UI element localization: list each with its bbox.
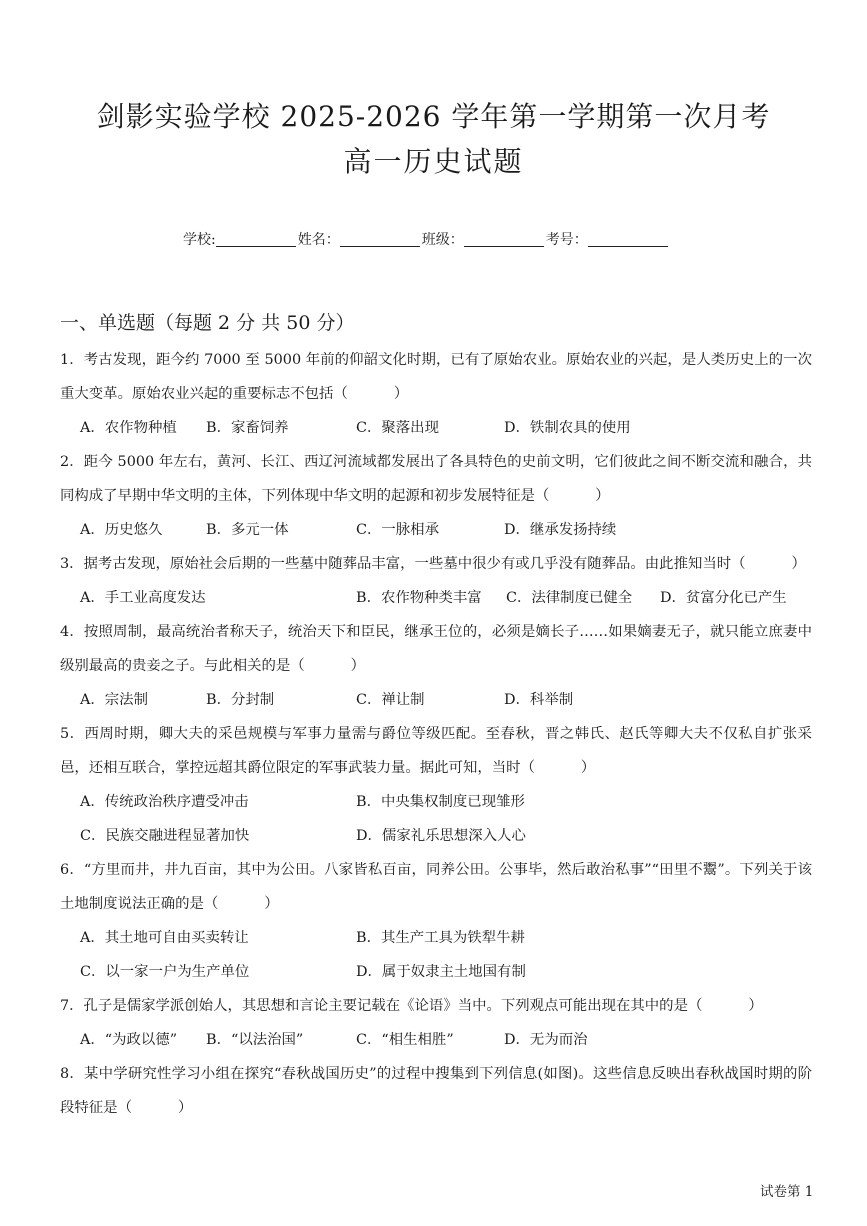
option: B．中央集权制度已现雏形 <box>356 794 525 810</box>
name-label: 姓名： <box>297 232 340 248</box>
school-label: 学校: <box>183 232 216 248</box>
question-1: 1．考古发现，距今约 7000 至 5000 年前的仰韶文化时期，已有了原始农业。原始农业的兴起，是人类历史上的一次重大变革。原始农业兴起的重要标志不包括（ ） <box>60 352 812 402</box>
options-4 <box>60 683 812 717</box>
exam-title: 剑影实验学校 2025-2026 学年第一学期第一次月考 <box>96 100 771 133</box>
option: D．继承发扬持续 <box>504 522 617 538</box>
option: B．家畜饲养 <box>206 420 289 436</box>
option: D．铁制农具的使用 <box>504 420 631 436</box>
class-label: 班级： <box>421 232 464 248</box>
option: A．传统政治秩序遭受冲击 <box>80 794 249 810</box>
options-6b <box>60 955 812 989</box>
option: C．民族交融进程显著加快 <box>80 828 250 844</box>
number-blank <box>588 232 668 247</box>
option: A．其土地可自由买卖转让 <box>80 930 249 946</box>
option: C．以一家一户为生产单位 <box>80 964 250 980</box>
option: B．其生产工具为铁犁牛耕 <box>356 930 525 946</box>
question-2: 2．距今 5000 年左右，黄河、长江、西辽河流域都发展出了各具特色的史前文明，它们彼此之间不断交流和融合，共同构成了早期中华文明的主体，下列体现中华文明的起源和初步发展特征是（ ） <box>60 454 812 504</box>
options-2 <box>60 513 812 547</box>
options-5a <box>60 785 812 819</box>
student-info-line <box>183 229 670 249</box>
option: A．宗法制 <box>80 692 148 708</box>
option: D．科举制 <box>504 692 574 708</box>
options-6a <box>60 921 812 955</box>
exam-subtitle: 高一历史试题 <box>343 145 524 178</box>
option: B．“以法治国” <box>206 1032 304 1048</box>
question-5: 5．西周时期，卿大夫的采邑规模与军事力量需与爵位等级匹配。至春秋，晋之韩氏、赵氏等卿大夫不仅私自扩张采邑，还相互联合，掌控远超其爵位限定的军事武装力量。据此可知，当时（ ） <box>60 726 812 776</box>
name-blank <box>340 232 420 247</box>
option: D．属于奴隶主土地国有制 <box>356 964 526 980</box>
question-list <box>60 343 812 1125</box>
option: A．历史悠久 <box>80 522 163 538</box>
question-4: 4．按照周制，最高统治者称天子，统治天下和臣民，继承王位的，必须是嫡长子……如果嫡妻无子，就只能立庶妻中级别最高的贵妾之子。与此相关的是（ ） <box>60 624 812 674</box>
options-3 <box>60 581 812 615</box>
option: B．多元一体 <box>206 522 289 538</box>
school-blank <box>216 232 296 247</box>
section-title: 一、单选题（每题 2 分 共 50 分） <box>60 312 355 334</box>
question-8: 8．某中学研究性学习小组在探究“春秋战国历史”的过程中搜集到下列信息(如图)。这些信息反映出春秋战国时期的阶段特征是（ ） <box>60 1066 812 1116</box>
option: A．农作物种植 <box>80 420 177 436</box>
option: A．“为政以德” <box>80 1032 178 1048</box>
class-blank <box>464 232 544 247</box>
option: D．贫富分化已产生 <box>660 590 787 606</box>
options-5b <box>60 819 812 853</box>
option: C．法律制度已健全 <box>506 590 633 606</box>
options-1 <box>60 411 812 445</box>
option: A．手工业高度发达 <box>80 590 206 606</box>
option: C．“相生相胜” <box>356 1032 454 1048</box>
option: C．一脉相承 <box>356 522 439 538</box>
question-6: 6．“方里而井，井九百亩，其中为公田。八家皆私百亩，同养公田。公事毕，然后敢治私事”“田里不鬻”。下列关于该土地制度说法正确的是（ ） <box>60 862 812 912</box>
number-label: 考号： <box>545 232 588 248</box>
option: C．禅让制 <box>356 692 425 708</box>
option: B．分封制 <box>206 692 275 708</box>
option: D．儒家礼乐思想深入人心 <box>356 828 526 844</box>
options-7 <box>60 1023 812 1057</box>
option: D．无为而治 <box>504 1032 588 1048</box>
option: B．农作物种类丰富 <box>356 590 482 606</box>
page-footer: 试卷第 1 <box>760 1184 814 1200</box>
option: C．聚落出现 <box>356 420 439 436</box>
question-3: 3．据考古发现，原始社会后期的一些墓中随葬品丰富，一些墓中很少有或几乎没有随葬品。由此推知当时（ ） <box>60 556 806 572</box>
question-7: 7．孔子是儒家学派创始人，其思想和言论主要记载在《论语》当中。下列观点可能出现在其中的是（ ） <box>60 998 763 1014</box>
